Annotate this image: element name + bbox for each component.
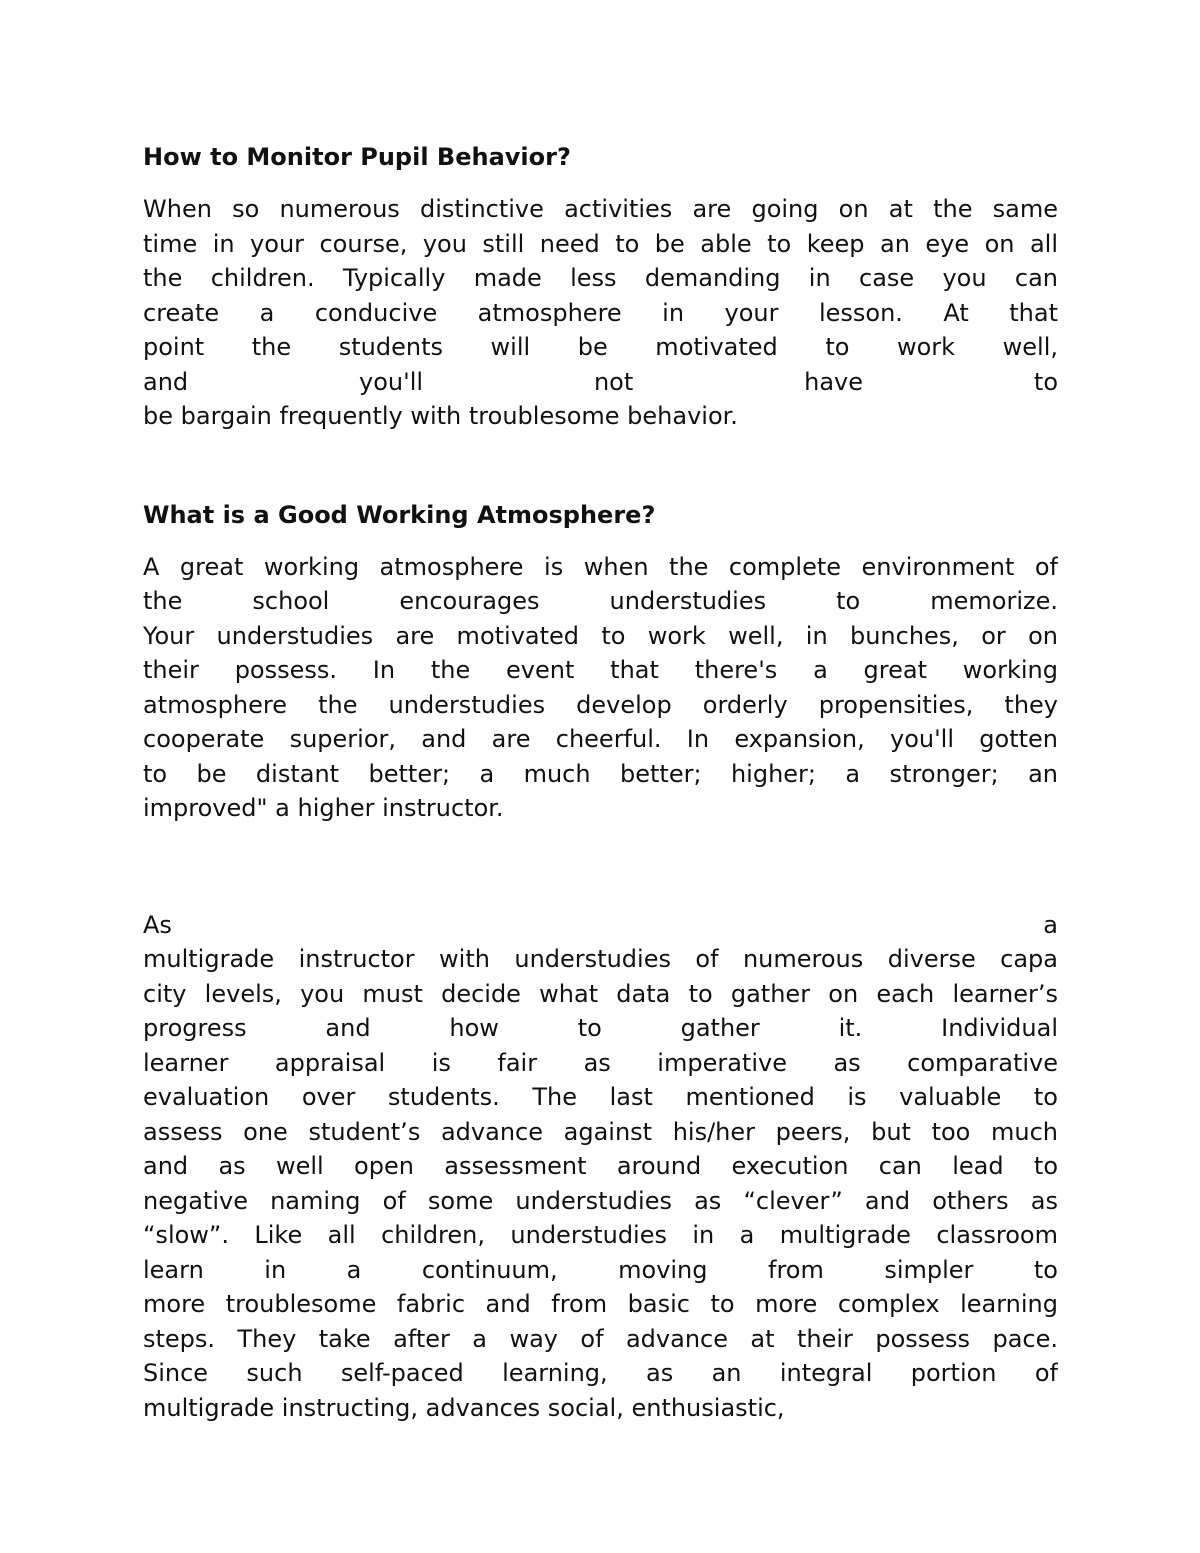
section-heading-monitor-behavior: How to Monitor Pupil Behavior? <box>143 143 571 171</box>
text-line: city levels, you must decide what data to gather on each learner’s <box>143 979 1058 1008</box>
text-line: to be distant better; a much better; higher; a stronger; an <box>143 759 1058 788</box>
text-line: more troublesome fabric and from basic to more complex learning <box>143 1290 1058 1318</box>
text-line: assess one student’s advance against his/her peers, but too much <box>143 1117 1058 1146</box>
text-line: evaluation over students. The last mentioned is valuable to <box>143 1083 1058 1111</box>
text-line: cooperate superior, and are cheerful. In expansion, you'll gotten <box>143 725 1058 753</box>
text-line: Since such self-paced learning, as an integral portion of <box>143 1359 1058 1387</box>
paragraph-monitor-behavior <box>143 192 1058 434</box>
section-heading-good-atmosphere: What is a Good Working Atmosphere? <box>143 500 656 529</box>
text-line: When so numerous distinctive activities are going on at the same <box>143 195 1058 223</box>
paragraph-multigrade <box>143 908 1058 1426</box>
text-line: A great working atmosphere is when the complete environment of <box>143 552 1058 581</box>
text-line: progress and how to gather it. Individual <box>143 1014 1058 1042</box>
text-line: their possess. In the event that there's a great working <box>143 656 1058 684</box>
text-line: the school encourages understudies to memorize. <box>143 587 1058 615</box>
section-spacer <box>143 826 1058 908</box>
text-line: improved" a higher instructor. <box>143 794 504 822</box>
text-line: point the students will be motivated to work well, <box>143 333 1058 361</box>
text-line: As a <box>143 910 1058 939</box>
document-page <box>143 140 1058 1425</box>
text-line: time in your course, you still need to be able to keep an eye on all <box>143 229 1058 258</box>
text-line: multigrade instructing, advances social, enthusiastic, <box>143 1393 785 1422</box>
text-line: learner appraisal is fair as imperative as comparative <box>143 1048 1058 1077</box>
text-line: steps. They take after a way of advance at their possess pace. <box>143 1324 1058 1353</box>
text-line: negative naming of some understudies as “clever” and others as <box>143 1186 1058 1215</box>
text-line: learn in a continuum, moving from simpler to <box>143 1255 1058 1284</box>
text-line: atmosphere the understudies develop orderly propensities, they <box>143 690 1058 719</box>
text-line: create a conducive atmosphere in your lesson. At that <box>143 298 1058 327</box>
paragraph-good-atmosphere <box>143 550 1058 826</box>
text-line: and you'll not have to <box>143 367 1058 396</box>
text-line: Your understudies are motivated to work well, in bunches, or on <box>143 621 1058 650</box>
text-line: and as well open assessment around execution can lead to <box>143 1152 1058 1180</box>
text-line: be bargain frequently with troublesome behavior. <box>143 402 738 430</box>
section-spacer <box>143 434 1058 498</box>
text-line: multigrade instructor with understudies of numerous diverse capa <box>143 945 1058 973</box>
text-line: “slow”. Like all children, understudies in a multigrade classroom <box>143 1221 1058 1249</box>
text-line: the children. Typically made less demanding in case you can <box>143 264 1058 292</box>
